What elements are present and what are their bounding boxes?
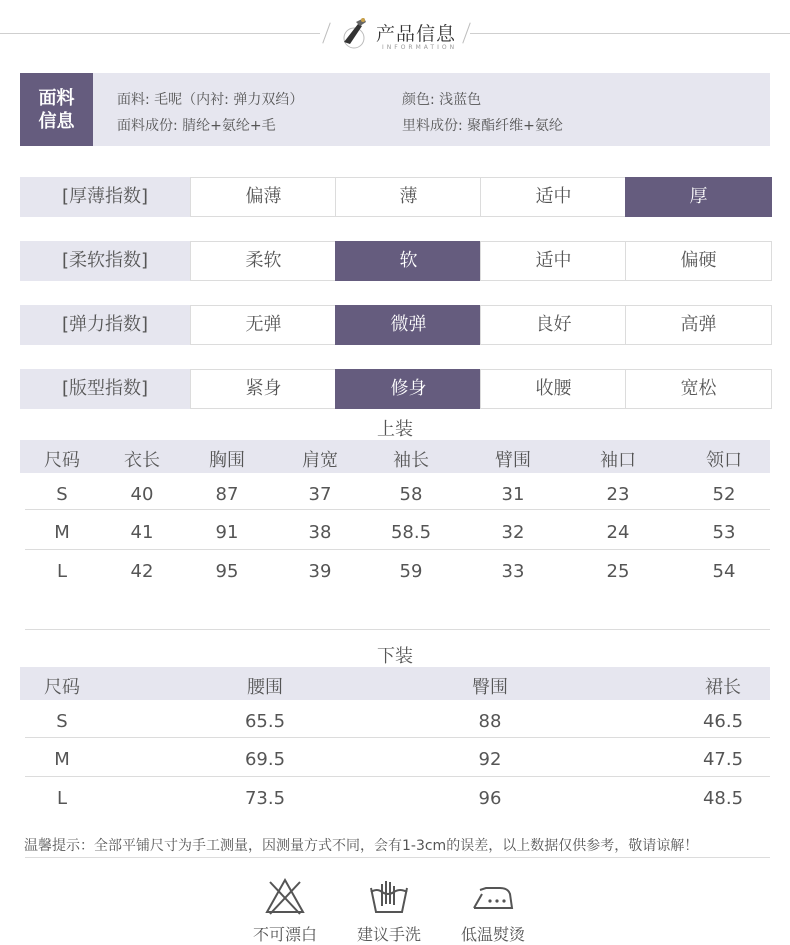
elasticity-option: 高弹 [625,305,772,345]
top-cell: 59 [399,561,423,582]
fabric-label-line2: 信息 [38,110,75,132]
top-cell: 41 [130,522,154,543]
top-header-cell: 衣长 [124,450,160,471]
thickness-option: 偏薄 [190,177,337,217]
top-cell: 38 [308,522,332,543]
top-cell: L [56,561,68,582]
elasticity-option: 微弹 [335,305,482,345]
fabric-material: 面料: 毛呢（内衬: 弹力双绉） [117,92,304,108]
elasticity-index-row [20,305,770,345]
top-table-title: 上装 [377,419,413,440]
fabric-info-panel [20,73,770,146]
elasticity-option: 无弹 [190,305,337,345]
bottom-header-cell: 臀围 [472,677,508,698]
fit-index-row [20,369,770,409]
bottom-cell: S [56,711,68,732]
fabric-lining: 里料成份: 聚酯纤维+氨纶 [402,118,563,134]
softness-index-row [20,241,770,281]
top-cell: 58 [399,484,423,505]
dress-logo-icon [336,14,372,50]
bottom-cell: 69.5 [244,749,286,770]
bottom-cell: 48.5 [702,788,744,809]
top-header-cell: 领口 [706,450,742,471]
top-cell: 32 [501,522,525,543]
page-title: 产品信息 [376,23,457,45]
top-cell: 87 [215,484,239,505]
row-divider [25,737,770,738]
bottom-cell: 96 [478,788,502,809]
bottom-cell: 92 [478,749,502,770]
bottom-table-title: 下装 [377,646,413,667]
top-header-cell: 臂围 [495,450,531,471]
bottom-cell: 73.5 [244,788,286,809]
top-cell: 24 [606,522,630,543]
top-cell: 95 [215,561,239,582]
note-divider [25,857,770,858]
row-divider [25,549,770,550]
header-slash-left [322,22,330,43]
top-cell: 39 [308,561,332,582]
top-cell: M [54,522,70,543]
care-item-low-iron [448,876,538,945]
header-rule-right [470,33,790,34]
measurement-note: 温馨提示：全部平铺尺寸为手工测量，因测量方式不同，会有1-3cm的误差，以上数据仅供参考，敬请谅解！ [24,838,699,854]
fabric-composition: 面料成份: 腈纶+氨纶+毛 [117,118,276,134]
top-header-cell: 肩宽 [302,450,338,471]
elasticity-index-label: [弹力指数] [20,305,190,345]
softness-index-label: [柔软指数] [20,241,190,281]
fabric-color: 颜色: 浅蓝色 [402,92,482,108]
no-bleach-icon [264,876,306,916]
care-item-hand-wash [344,876,434,945]
top-cell: 91 [215,522,239,543]
top-cell: 40 [130,484,154,505]
fit-option: 修身 [335,369,482,409]
low-iron-icon [470,876,516,916]
top-cell: 25 [606,561,630,582]
thickness-option: 厚 [625,177,772,217]
bottom-header-cell: 尺码 [44,677,80,698]
thickness-option: 薄 [335,177,482,217]
top-header-cell: 尺码 [44,450,80,471]
top-header-cell: 袖口 [600,450,636,471]
bottom-cell: 47.5 [702,749,744,770]
bottom-cell: 46.5 [702,711,744,732]
fit-option: 宽松 [625,369,772,409]
top-cell: 54 [712,561,736,582]
top-header-cell: 胸围 [209,450,245,471]
bottom-cell: L [56,788,68,809]
top-cell: S [56,484,68,505]
top-header-cell: 袖长 [393,450,429,471]
top-cell: 37 [308,484,332,505]
row-divider [25,776,770,777]
top-cell: 42 [130,561,154,582]
thickness-index-row [20,177,770,217]
softness-option: 适中 [480,241,627,281]
softness-option: 软 [335,241,482,281]
care-item-no-bleach [240,876,330,945]
top-cell: 23 [606,484,630,505]
bottom-cell: 88 [478,711,502,732]
fit-index-label: [版型指数] [20,369,190,409]
top-cell: 31 [501,484,525,505]
thickness-option: 适中 [480,177,627,217]
bottom-cell: 65.5 [244,711,286,732]
thickness-index-label: [厚薄指数] [20,177,190,217]
bottom-header-cell: 腰围 [247,677,283,698]
bottom-cell: M [54,749,70,770]
bottom-table-header [20,667,770,700]
fabric-label-line1: 面料 [38,87,75,109]
header-rule-left [0,33,320,34]
top-cell: 33 [501,561,525,582]
fit-option: 紧身 [190,369,337,409]
care-label: 建议手洗 [356,925,421,944]
top-cell: 53 [712,522,736,543]
elasticity-option: 良好 [480,305,627,345]
softness-option: 柔软 [190,241,337,281]
top-cell: 52 [712,484,736,505]
softness-option: 偏硬 [625,241,772,281]
fabric-info-label [20,73,93,146]
care-label: 不可漂白 [252,925,317,944]
row-divider [25,509,770,510]
care-label: 低温熨烫 [460,925,525,944]
top-cell: 58.5 [390,522,432,543]
bottom-header-cell: 裙长 [705,677,741,698]
hand-wash-icon [368,876,410,916]
fit-option: 收腰 [480,369,627,409]
page-subtitle: INFORMATION [382,44,458,51]
top-table-header [20,440,770,473]
section-divider [25,629,770,630]
